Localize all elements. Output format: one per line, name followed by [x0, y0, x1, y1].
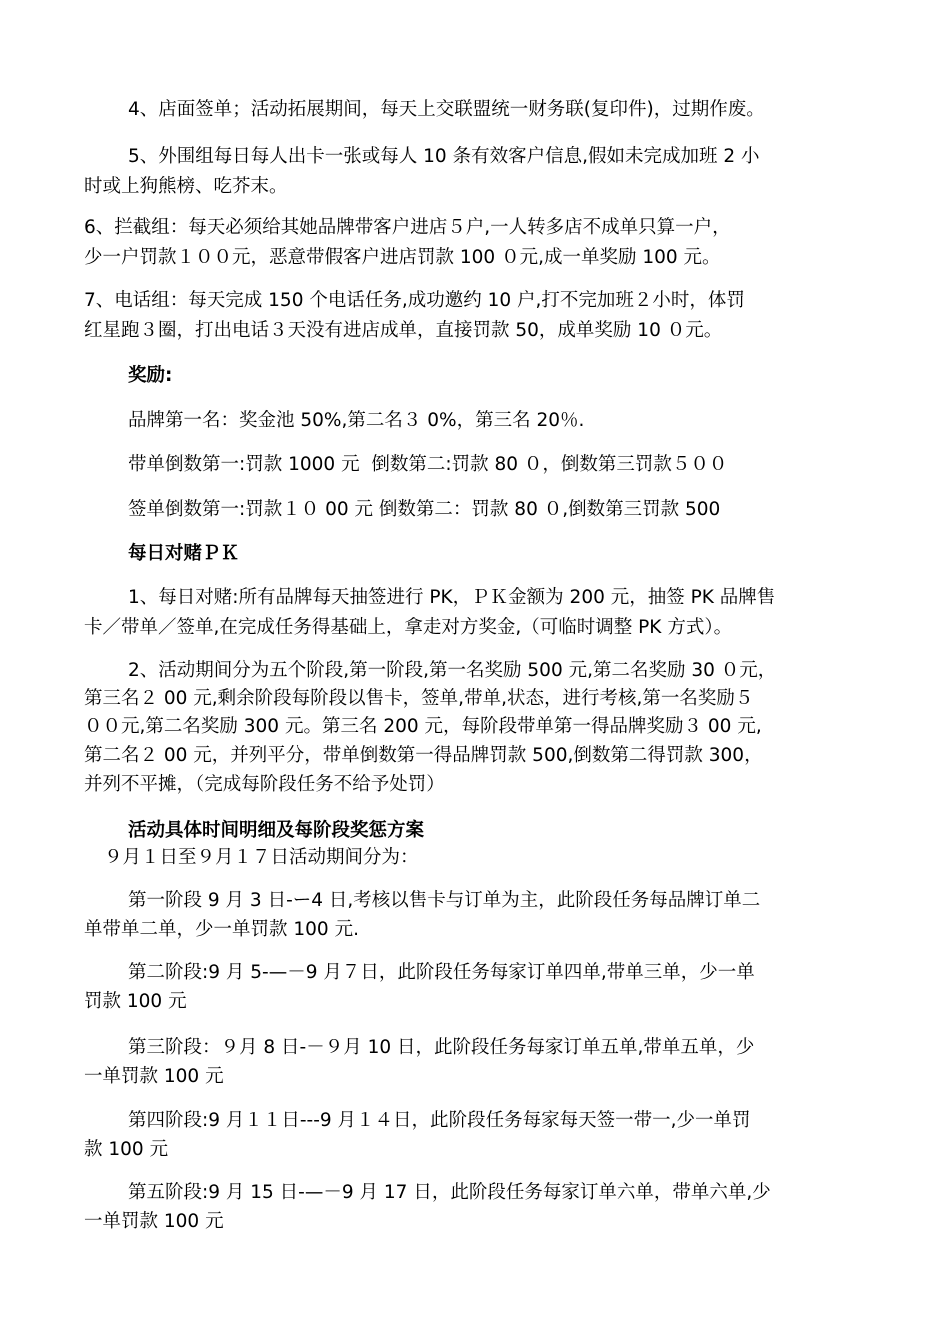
rule-6-line-2: 少一户罚款１００元，恶意带假客户进店罚款 100 ０元,成一单奖励 100 元。 — [84, 247, 721, 268]
pk-heading: 每日对赌ＰＫ — [128, 543, 240, 564]
stage-2-line-2: 罚款 100 元 — [84, 991, 187, 1012]
pk-2-line-2: 第三名２ 00 元,剩余阶段每阶段以售卡，签单,带单,状态，进行考核,第一名奖励５ — [84, 688, 754, 709]
pk-2-line-1: 2、活动期间分为五个阶段,第一阶段,第一名奖励 500 元,第二名奖励 30 ０元， — [128, 660, 777, 681]
stage-3-line-2: 一单罚款 100 元 — [84, 1066, 224, 1087]
stage-3-line-1: 第三阶段：９月 8 日-－９月 10 日，此阶段任务每家订单五单,带单五单，少 — [128, 1037, 755, 1058]
pk-2-line-4: 第二名２ 00 元，并列平分，带单倒数第一得品牌罚款 500,倒数第二得罚款 300， — [84, 745, 763, 766]
schedule-intro: ９月１日至９月１７日活动期间分为： — [104, 847, 419, 868]
stage-5-line-1: 第五阶段:9 月 15 日-—－9 月 17 日，此阶段任务每家订单六单，带单六单,少 — [128, 1182, 771, 1203]
stage-1-line-2: 单带单二单，少一单罚款 100 元. — [84, 919, 359, 940]
pk-1-line-1: 1、每日对赌:所有品牌每天抽签进行 PK，ＰＫ金额为 200 元，抽签 PK 品牌售 — [128, 587, 776, 608]
rule-7-line-2: 红星跑３圈，打出电话３天没有进店成单，直接罚款 50，成单奖励 10 ０元。 — [84, 320, 723, 341]
stage-1-line-1: 第一阶段 9 月 3 日-ー4 日,考核以售卡与订单为主，此阶段任务每品牌订单二 — [128, 890, 761, 911]
pk-2-line-3: ００元,第二名奖励 300 元。第三名 200 元，每阶段带单第一得品牌奖励３ 00 元, — [84, 716, 762, 737]
rule-4-line: 4、店面签单；活动拓展期间，每天上交联盟统一财务联(复印件)，过期作废。 — [128, 99, 765, 120]
reward-line-3: 签单倒数第一:罚款１０ 00 元 倒数第二：罚款 80 ０,倒数第三罚款 500 — [128, 499, 721, 520]
pk-2-line-5: 并列不平摊，（完成每阶段任务不给予处罚） — [84, 774, 445, 795]
stage-4-line-2: 款 100 元 — [84, 1139, 169, 1160]
stage-4-line-1: 第四阶段:9 月１１日---9 月１４日，此阶段任务每家每天签一带一,少一单罚 — [128, 1110, 751, 1131]
reward-line-1: 品牌第一名：奖金池 50%,第二名３ 0%，第三名 20％. — [128, 410, 585, 431]
pk-1-line-2: 卡／带单／签单,在完成任务得基础上，拿走对方奖金,（可临时调整 PK 方式）。 — [84, 617, 733, 638]
rule-7-line-1: 7、电话组：每天完成 150 个电话任务,成功邀约 10 户,打不完加班２小时，体罚 — [84, 290, 745, 311]
rule-6-line-1: 6、拦截组：每天必须给其她品牌带客户进店５户,一人转多店不成单只算一户， — [84, 217, 731, 238]
rule-5-line-1: 5、外围组每日每人出卡一张或每人 10 条有效客户信息,假如未完成加班 2 小 — [128, 146, 760, 167]
reward-heading: 奖励: — [128, 365, 173, 386]
stage-2-line-1: 第二阶段:9 月 5-—－9 月７日，此阶段任务每家订单四单,带单三单，少一单 — [128, 962, 755, 983]
stage-5-line-2: 一单罚款 100 元 — [84, 1211, 224, 1232]
reward-line-2: 带单倒数第一:罚款 1000 元 倒数第二:罚款 80 ０，倒数第三罚款５００ — [128, 454, 728, 475]
rule-5-line-2: 时或上狗熊榜、吃芥末。 — [84, 176, 288, 197]
schedule-heading: 活动具体时间明细及每阶段奖惩方案 — [128, 820, 425, 841]
